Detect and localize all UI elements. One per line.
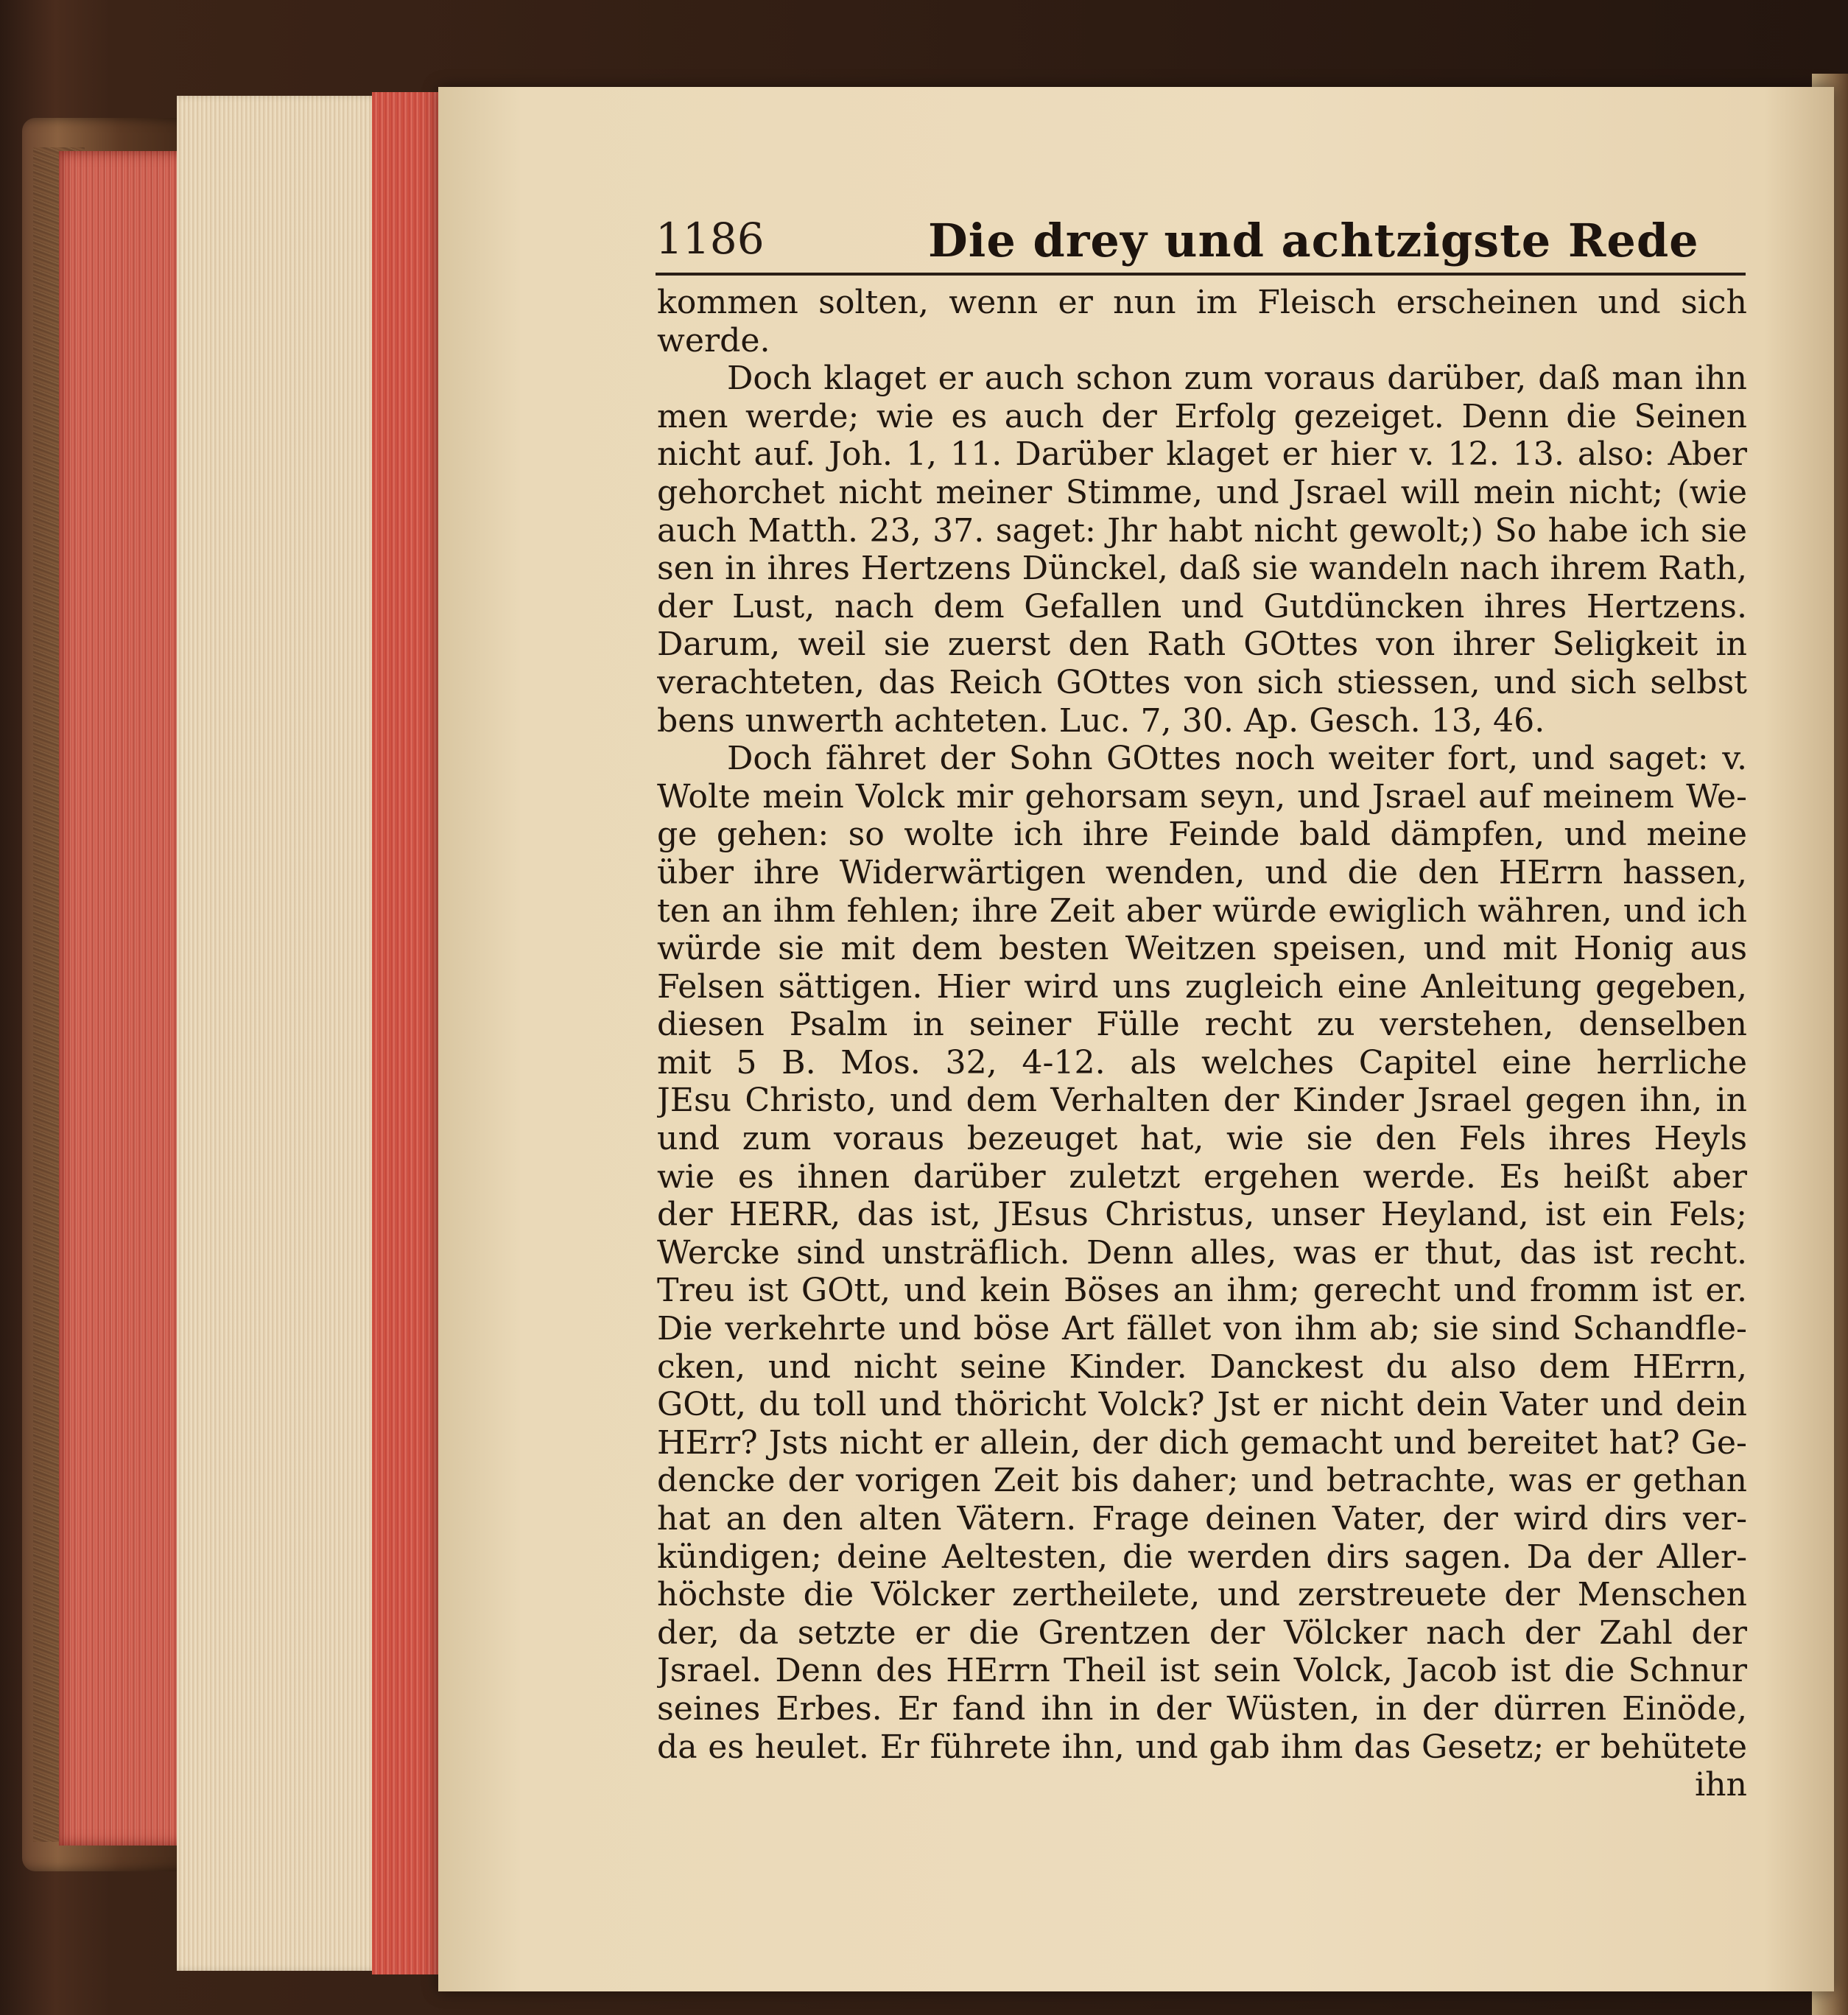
text-line: dencke der vorigen Zeit bis daher; und betrachte, was er gethan bbox=[657, 1462, 1747, 1500]
text-line: höchste die Völcker zertheilete, und zerstreuete der Menschen bbox=[657, 1576, 1747, 1614]
running-title: Die drey und achtzigste Rede bbox=[928, 214, 1699, 267]
text-line: kommen solten, wenn er nun im Fleisch erscheinen und sich bbox=[657, 284, 1747, 321]
text-line: Wolte mein Volck mir gehorsam seyn, und Jsrael auf meinem We- bbox=[657, 777, 1747, 816]
red-page-edges bbox=[59, 151, 188, 1846]
text-line: Jsrael. Denn des HErrn Theil ist sein Volck, Jacob ist die Schnur bbox=[657, 1652, 1747, 1690]
text-line: der Lust, nach dem Gefallen und Gutdüncken ihres Hertzens. bbox=[657, 587, 1747, 625]
text-line: Felsen sättigen. Hier wird uns zugleich eine Anleitung gegeben, bbox=[657, 967, 1747, 1006]
text-line: Doch klaget er auch schon zum voraus darüber, daß man ihn bbox=[727, 360, 1747, 398]
text-line: wie es ihnen darüber zuletzt ergehen werde. Es heißt aber bbox=[657, 1157, 1747, 1196]
body-text bbox=[657, 284, 1747, 1804]
text-line: men werde; wie es auch der Erfolg gezeiget. Denn die Seinen bbox=[657, 397, 1747, 435]
text-line: mit 5 B. Mos. 32, 4-12. als welches Capitel eine herrliche bbox=[657, 1043, 1747, 1082]
text-line: und zum voraus bezeuget hat, wie sie den Fels ihres Heyls bbox=[657, 1120, 1747, 1158]
text-line: kündigen; deine Aeltesten, die werden dirs sagen. Da der Aller- bbox=[657, 1538, 1747, 1576]
text-line: diesen Psalm in seiner Fülle recht zu verstehen, denselben bbox=[657, 1006, 1747, 1044]
text-line: da es heulet. Er führete ihn, und gab ihm das Gesetz; er behütete bbox=[657, 1728, 1747, 1766]
text-line: cken, und nicht seine Kinder. Danckest du also dem HErrn, bbox=[657, 1348, 1747, 1386]
text-line: ten an ihm fehlen; ihre Zeit aber würde ewiglich währen, und ich bbox=[657, 891, 1747, 930]
text-line: Darum, weil sie zuerst den Rath GOttes von ihrer Seligkeit in bbox=[657, 625, 1747, 664]
header-rule bbox=[656, 273, 1746, 276]
text-line: würde sie mit dem besten Weitzen speisen, und mit Honig aus bbox=[657, 930, 1747, 968]
text-line: JEsu Christo, und dem Verhalten der Kinder Jsrael gegen ihn, in bbox=[657, 1082, 1747, 1120]
text-line: sen in ihres Hertzens Dünckel, daß sie wandeln nach ihrem Rath, bbox=[657, 550, 1747, 588]
text-line: werde. bbox=[657, 321, 770, 360]
text-line: über ihre Widerwärtigen wenden, und die den HErrn hassen, bbox=[657, 853, 1747, 891]
text-line: der, da setzte er die Grentzen der Völcker nach der Zahl der bbox=[657, 1613, 1747, 1652]
text-line: hat an den alten Vätern. Frage deinen Vater, der wird dirs ver- bbox=[657, 1500, 1747, 1538]
text-line: Doch fähret der Sohn GOttes noch weiter fort, und saget: v. bbox=[727, 740, 1747, 778]
red-page-edges-gutter bbox=[372, 92, 442, 1974]
text-line: bens unwerth achteten. Luc. 7, 30. Ap. Gesch. 13, 46. bbox=[657, 701, 1545, 740]
page-header bbox=[656, 214, 1746, 273]
text-line: Treu ist GOtt, und kein Böses an ihm; gerecht und fromm ist er. bbox=[657, 1272, 1747, 1310]
page-number: 1186 bbox=[656, 214, 765, 264]
text-line: Wercke sind unsträflich. Denn alles, was er thut, das ist recht. bbox=[657, 1233, 1747, 1272]
text-line: seines Erbes. Er fand ihn in der Wüsten, in der dürren Einöde, bbox=[657, 1689, 1747, 1728]
text-line: nicht auf. Joh. 1, 11. Darüber klaget er hier v. 12. 13. also: Aber bbox=[657, 435, 1747, 474]
text-line: auch Matth. 23, 37. saget: Jhr habt nicht gewolt;) So habe ich sie bbox=[657, 511, 1747, 550]
text-line: der HERR, das ist, JEsus Christus, unser Heyland, ist ein Fels; bbox=[657, 1196, 1747, 1234]
text-line: HErr? Jsts nicht er allein, der dich gemacht und bereitet hat? Ge- bbox=[657, 1423, 1747, 1462]
text-line: verachteten, das Reich GOttes von sich stiessen, und sich selbst bbox=[657, 663, 1747, 701]
catchword: ihn bbox=[1694, 1766, 1747, 1804]
text-line: Die verkehrte und böse Art fället von ihm ab; sie sind Schandfle- bbox=[657, 1310, 1747, 1348]
text-line: GOtt, du toll und thöricht Volck? Jst er nicht dein Vater und dein bbox=[657, 1386, 1747, 1424]
text-line: ge gehen: so wolte ich ihre Feinde bald dämpfen, und meine bbox=[657, 816, 1747, 854]
text-line: gehorchet nicht meiner Stimme, und Jsrael will mein nicht; (wie bbox=[657, 473, 1747, 511]
